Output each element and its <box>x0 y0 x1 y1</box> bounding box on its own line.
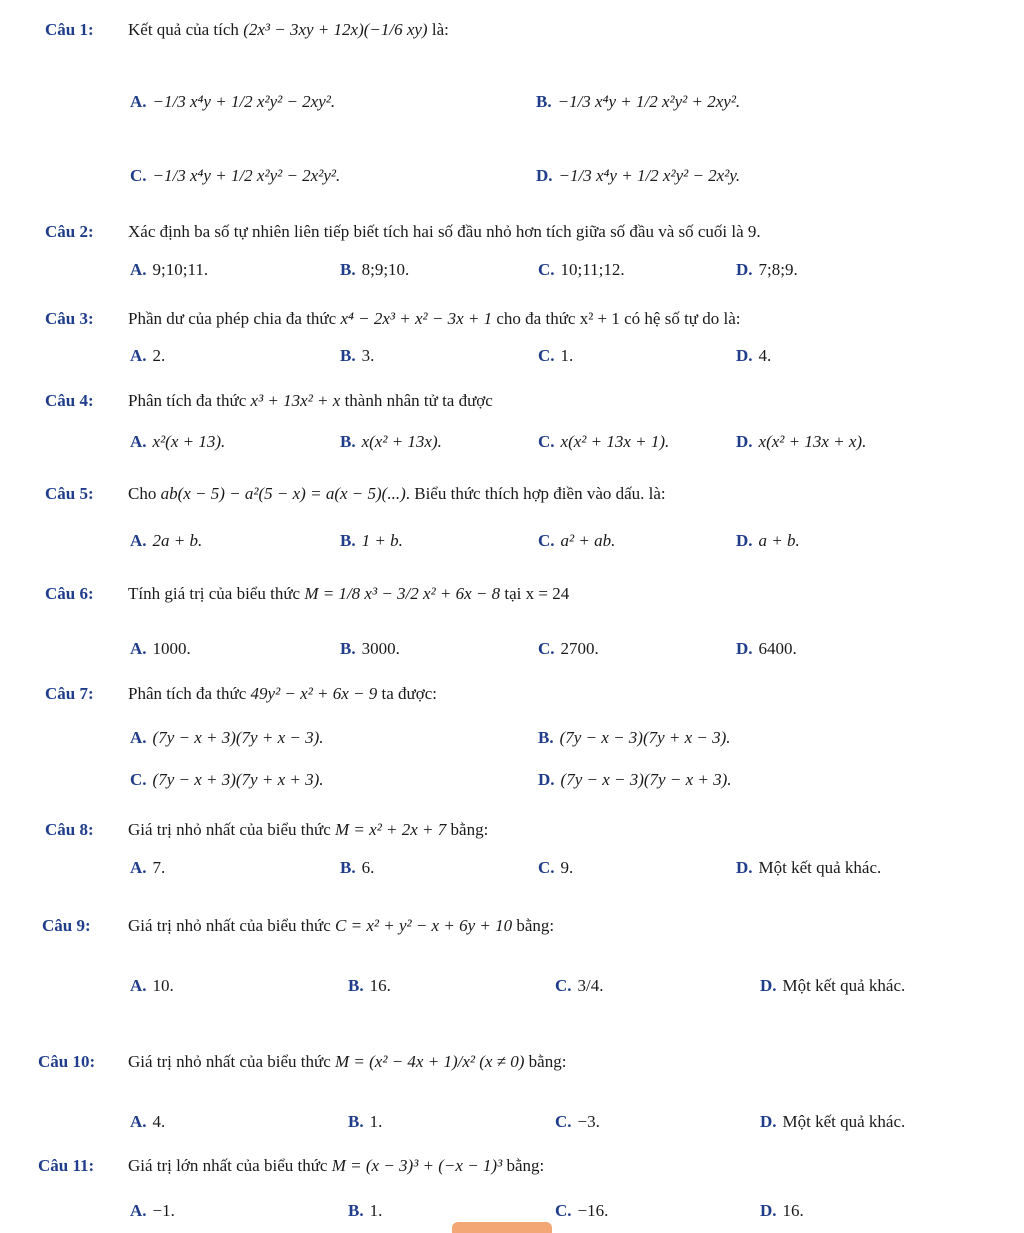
option-label: C. <box>538 346 555 365</box>
option-label: C. <box>130 770 147 789</box>
option-label: C. <box>538 432 555 451</box>
option-text: −1/3 x⁴y + 1/2 x²y² − 2x²y². <box>152 166 341 185</box>
question-math: x³ + 13x² + x <box>250 391 341 410</box>
option-text: (7y − x + 3)(7y + x − 3). <box>152 728 324 747</box>
question-label: Câu 7: <box>45 684 94 703</box>
question-prefix: Giá trị nhỏ nhất của biểu thức <box>128 1052 331 1071</box>
question-math: ab(x − 5) − a²(5 − x) = a(x − 5)(...) <box>160 484 406 503</box>
option-text: 3/4. <box>577 976 604 995</box>
question-text <box>128 222 761 242</box>
option-label: A. <box>130 1112 147 1131</box>
question-math: M = (x − 3)³ + (−x − 1)³ <box>331 1156 503 1175</box>
option-label: D. <box>760 976 777 995</box>
option-8d[interactable] <box>736 858 881 878</box>
option-8a[interactable] <box>130 858 165 878</box>
question-prefix: Tính giá trị của biểu thức <box>128 584 301 603</box>
option-6c[interactable] <box>538 639 599 659</box>
option-text: (7y − x − 3)(7y + x − 3). <box>559 728 731 747</box>
option-text: (7y − x + 3)(7y + x + 3). <box>152 770 324 789</box>
option-8b[interactable] <box>340 858 374 878</box>
option-label: B. <box>538 728 554 747</box>
option-text: −1/3 x⁴y + 1/2 x²y² − 2xy². <box>152 92 336 111</box>
option-label: C. <box>130 166 147 185</box>
option-2c[interactable] <box>538 260 625 280</box>
option-7d[interactable] <box>538 770 732 790</box>
option-label: D. <box>760 1201 777 1220</box>
question-suffix: là: <box>431 20 449 39</box>
option-text: 4. <box>758 346 772 365</box>
option-10d[interactable] <box>760 1112 905 1132</box>
option-label: D. <box>538 770 555 789</box>
option-1d[interactable] <box>536 166 740 186</box>
question-label: Câu 2: <box>45 222 94 241</box>
option-label: D. <box>536 166 553 185</box>
option-10a[interactable] <box>130 1112 165 1132</box>
question-suffix: thành nhân tử ta được <box>344 391 493 410</box>
question-math: x⁴ − 2x³ + x² − 3x + 1 <box>340 309 493 328</box>
question-math: M = x² + 2x + 7 <box>335 820 447 839</box>
option-label: B. <box>340 531 356 550</box>
option-label: B. <box>340 858 356 877</box>
question-2 <box>0 218 1024 262</box>
option-text: 3. <box>361 346 375 365</box>
option-5a[interactable] <box>130 531 202 551</box>
option-text: 1. <box>369 1112 383 1131</box>
option-5d[interactable] <box>736 531 800 551</box>
scroll-indicator <box>452 1222 552 1233</box>
option-text: 6400. <box>758 639 797 658</box>
option-6a[interactable] <box>130 639 191 659</box>
option-label: B. <box>348 1201 364 1220</box>
question-suffix: bằng: <box>450 820 489 839</box>
question-10 <box>0 1046 1024 1090</box>
option-11a[interactable] <box>130 1201 175 1221</box>
option-11b[interactable] <box>348 1201 382 1221</box>
option-text: a + b. <box>758 531 800 550</box>
question-text <box>128 684 437 704</box>
option-label: D. <box>760 1112 777 1131</box>
option-label: A. <box>130 858 147 877</box>
option-label: A. <box>130 1201 147 1220</box>
option-label: B. <box>348 976 364 995</box>
option-label: B. <box>340 260 356 279</box>
option-text: −1/3 x⁴y + 1/2 x²y² − 2x²y. <box>558 166 741 185</box>
question-math: C = x² + y² − x + 6y + 10 <box>335 916 513 935</box>
option-text: 10. <box>152 976 174 995</box>
option-label: A. <box>130 92 147 111</box>
option-11c[interactable] <box>555 1201 608 1221</box>
option-label: D. <box>736 531 753 550</box>
option-label: C. <box>555 976 572 995</box>
option-text: 16. <box>782 1201 804 1220</box>
option-label: B. <box>340 639 356 658</box>
question-3 <box>0 305 1024 349</box>
option-text: −1/3 x⁴y + 1/2 x²y² + 2xy². <box>557 92 741 111</box>
option-2b[interactable] <box>340 260 409 280</box>
question-suffix: bằng: <box>528 1052 567 1071</box>
option-text: 3000. <box>361 639 400 658</box>
question-label: Câu 6: <box>45 584 94 603</box>
option-label: D. <box>736 346 753 365</box>
question-label: Câu 11: <box>38 1156 95 1175</box>
option-label: A. <box>130 346 147 365</box>
option-text: 1. <box>560 346 574 365</box>
option-2a[interactable] <box>130 260 208 280</box>
question-4 <box>0 387 1024 431</box>
option-6d[interactable] <box>736 639 797 659</box>
question-math: 49y² − x² + 6x − 9 <box>250 684 378 703</box>
question-prefix: Phân tích đa thức <box>128 684 247 703</box>
question-7 <box>0 680 1024 724</box>
option-10b[interactable] <box>348 1112 382 1132</box>
option-text: 7;8;9. <box>758 260 798 279</box>
question-math: M = (x² − 4x + 1)/x² (x ≠ 0) <box>335 1052 525 1071</box>
option-2d[interactable] <box>736 260 798 280</box>
question-text <box>128 1052 566 1072</box>
question-label: Câu 9: <box>42 916 91 935</box>
question-text <box>128 584 569 604</box>
option-text: −3. <box>577 1112 600 1131</box>
option-label: A. <box>130 976 147 995</box>
question-text <box>128 484 666 504</box>
option-text: 4. <box>152 1112 166 1131</box>
question-math: M = 1/8 x³ − 3/2 x² + 6x − 8 <box>304 584 501 603</box>
option-6b[interactable] <box>340 639 400 659</box>
option-9d[interactable] <box>760 976 905 996</box>
question-label: Câu 4: <box>45 391 94 410</box>
question-label: Câu 1: <box>45 20 94 39</box>
question-prefix: Cho <box>128 484 157 503</box>
option-4c[interactable] <box>538 432 669 452</box>
option-text: x(x² + 13x). <box>361 432 442 451</box>
option-label: D. <box>736 260 753 279</box>
question-prefix: Phần dư của phép chia đa thức <box>128 309 337 328</box>
option-label: C. <box>538 639 555 658</box>
option-9a[interactable] <box>130 976 174 996</box>
option-3b[interactable] <box>340 346 374 366</box>
option-11d[interactable] <box>760 1201 804 1221</box>
option-text: 2700. <box>560 639 599 658</box>
question-prefix: Giá trị nhỏ nhất của biểu thức <box>128 820 331 839</box>
question-6 <box>0 578 1024 622</box>
option-text: Một kết quả khác. <box>782 1112 906 1131</box>
option-5c[interactable] <box>538 531 615 551</box>
option-text: 9;10;11. <box>152 260 209 279</box>
option-text: 1000. <box>152 639 191 658</box>
option-7c[interactable] <box>130 770 324 790</box>
option-3c[interactable] <box>538 346 573 366</box>
option-label: C. <box>555 1112 572 1131</box>
question-5 <box>0 480 1024 524</box>
option-3d[interactable] <box>736 346 771 366</box>
question-suffix: ta được: <box>381 684 438 703</box>
question-prefix: Giá trị lớn nhất của biểu thức <box>128 1156 328 1175</box>
option-text: 7. <box>152 858 166 877</box>
option-1b[interactable] <box>536 92 740 112</box>
option-text: 8;9;10. <box>361 260 410 279</box>
option-label: A. <box>130 531 147 550</box>
option-text: 2. <box>152 346 166 365</box>
option-label: B. <box>348 1112 364 1131</box>
option-4b[interactable] <box>340 432 442 452</box>
option-label: D. <box>736 639 753 658</box>
option-1c[interactable] <box>130 166 340 186</box>
question-text <box>128 916 554 936</box>
option-text: 2a + b. <box>152 531 203 550</box>
option-4d[interactable] <box>736 432 866 452</box>
question-suffix: tại x = 24 <box>504 584 570 603</box>
question-9 <box>0 912 1024 956</box>
option-9c[interactable] <box>555 976 604 996</box>
option-5b[interactable] <box>340 531 403 551</box>
question-text <box>128 309 741 329</box>
option-label: C. <box>538 858 555 877</box>
option-label: A. <box>130 432 147 451</box>
question-suffix: . Biểu thức thích hợp điền vào dấu. là: <box>405 484 666 503</box>
question-label: Câu 3: <box>45 309 94 328</box>
option-7b[interactable] <box>538 728 731 748</box>
option-text: −16. <box>577 1201 609 1220</box>
question-text <box>128 20 449 40</box>
option-3a[interactable] <box>130 346 165 366</box>
option-text: 6. <box>361 858 375 877</box>
question-prefix: Xác định ba số tự nhiên liên tiếp biết tích hai số đầu nhỏ hơn tích giữa số đầu và số cuối là 9. <box>128 222 761 241</box>
option-label: C. <box>538 531 555 550</box>
option-text: x(x² + 13x + 1). <box>560 432 670 451</box>
question-8 <box>0 816 1024 860</box>
option-text: (7y − x − 3)(7y − x + 3). <box>560 770 732 789</box>
question-11 <box>0 1152 1024 1196</box>
question-suffix: bằng: <box>506 1156 545 1175</box>
option-4a[interactable] <box>130 432 225 452</box>
option-label: C. <box>555 1201 572 1220</box>
option-label: D. <box>736 858 753 877</box>
question-math: (2x³ − 3xy + 12x)(−1/6 xy) <box>243 20 428 39</box>
option-10c[interactable] <box>555 1112 600 1132</box>
option-text: a² + ab. <box>560 531 616 550</box>
question-prefix: Phân tích đa thức <box>128 391 247 410</box>
option-text: Một kết quả khác. <box>782 976 906 995</box>
option-label: B. <box>340 432 356 451</box>
question-text <box>128 1156 544 1176</box>
question-suffix: cho đa thức x² + 1 có hệ số tự do là: <box>496 309 741 328</box>
question-label: Câu 8: <box>45 820 94 839</box>
option-label: A. <box>130 728 147 747</box>
option-text: 1 + b. <box>361 531 403 550</box>
question-label: Câu 10: <box>38 1052 96 1071</box>
option-label: D. <box>736 432 753 451</box>
question-1 <box>0 14 1024 58</box>
option-7a[interactable] <box>130 728 324 748</box>
option-text: 1. <box>369 1201 383 1220</box>
option-label: A. <box>130 639 147 658</box>
question-text <box>128 820 488 840</box>
option-text: 16. <box>369 976 391 995</box>
option-text: x²(x + 13). <box>152 432 226 451</box>
option-1a[interactable] <box>130 92 335 112</box>
option-text: 9. <box>560 858 574 877</box>
question-label: Câu 5: <box>45 484 94 503</box>
option-label: C. <box>538 260 555 279</box>
option-text: −1. <box>152 1201 175 1220</box>
question-text <box>128 391 493 411</box>
option-label: B. <box>340 346 356 365</box>
option-9b[interactable] <box>348 976 391 996</box>
question-prefix: Giá trị nhỏ nhất của biểu thức <box>128 916 331 935</box>
option-8c[interactable] <box>538 858 573 878</box>
option-text: x(x² + 13x + x). <box>758 432 867 451</box>
option-label: A. <box>130 260 147 279</box>
question-prefix: Kết quả của tích <box>128 20 239 39</box>
option-text: Một kết quả khác. <box>758 858 882 877</box>
option-text: 10;11;12. <box>560 260 625 279</box>
question-suffix: bằng: <box>516 916 555 935</box>
option-label: B. <box>536 92 552 111</box>
